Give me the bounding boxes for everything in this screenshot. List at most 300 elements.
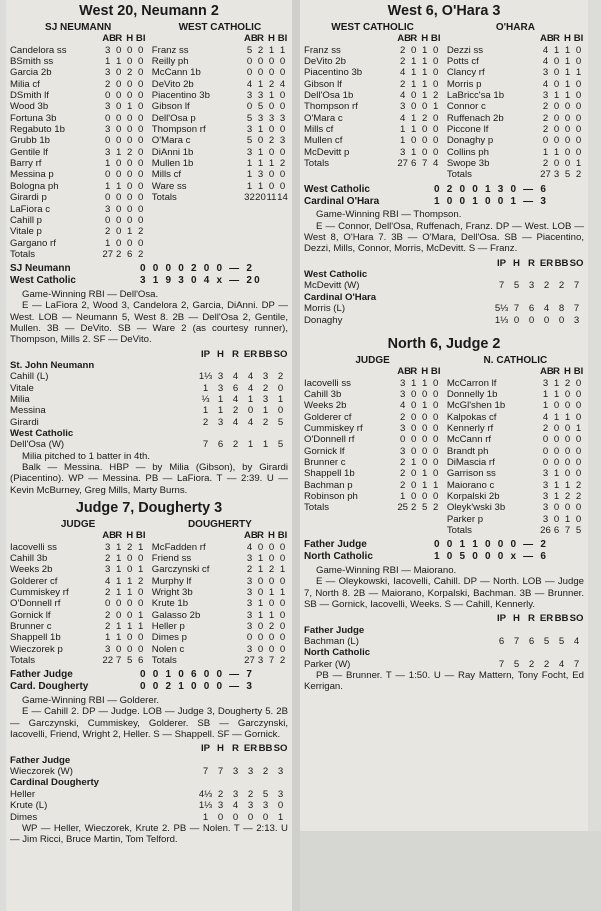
player-row [152, 147, 288, 158]
player-stat: 1 [575, 67, 582, 79]
player-stat: 0 [116, 112, 122, 124]
player-row [447, 158, 584, 169]
pitching-column-header: IP [496, 257, 507, 269]
stat-column-header: BI [573, 33, 584, 45]
stat-column-header: AB [102, 530, 117, 542]
player-name: Iacovelli ss [10, 541, 57, 553]
player-stat: 3 [105, 643, 111, 655]
player-stat: 2 [564, 490, 571, 502]
player-stat: 0 [411, 90, 417, 102]
pitching-column-header: H [217, 743, 224, 755]
totals-stat: 2 [138, 248, 144, 260]
game-headline: West 6, O'Hara 3 [387, 3, 501, 19]
player-stat: 1 [105, 632, 111, 644]
left-column [6, 0, 292, 911]
pitcher-stat: 4 [232, 371, 239, 383]
pitcher-stat: 5 [277, 439, 284, 451]
totals-stat: 11 [266, 192, 277, 204]
player-name: Franz ss [151, 44, 189, 56]
player-stat: 0 [105, 112, 111, 124]
stat-column-header: H [268, 33, 275, 45]
player-stat: 4 [400, 400, 406, 412]
totals-stat: 25 [397, 502, 409, 514]
pitcher-name: Morris (L) [304, 303, 346, 315]
pitching-column-header: R [232, 348, 239, 360]
pitcher-stat: 2 [232, 405, 239, 417]
player-stat: 3 [400, 146, 406, 158]
player-row [447, 378, 584, 389]
player-stat: 4 [246, 78, 253, 90]
team-name: N. CATHOLIC [483, 354, 548, 366]
player-stat: 3 [542, 479, 549, 491]
player-name: Donnelly 1b [446, 388, 498, 400]
player-name: Gornick lf [10, 609, 51, 621]
stat-header [10, 33, 146, 44]
pitcher-stat: 0 [277, 382, 284, 394]
player-stat: 0 [575, 146, 582, 158]
player-stat: 0 [138, 67, 144, 79]
game-note: Game-Winning RBI — Maiorano. [316, 564, 457, 576]
player-row [152, 169, 288, 180]
player-stat: 0 [127, 90, 133, 102]
pitcher-stat: 5⅓ [494, 303, 509, 315]
totals-stat: 27 [244, 655, 255, 667]
player-stat: 0 [411, 490, 417, 502]
player-row [152, 610, 288, 621]
player-stat: 0 [422, 490, 428, 502]
pitcher-name: Parker (W) [304, 658, 351, 670]
player-stat: 0 [411, 44, 417, 56]
pitcher-name: Dimes [10, 811, 38, 823]
player-stat: 4 [542, 78, 549, 90]
pitcher-stat: 2 [262, 416, 269, 428]
player-name: Murphy lf [151, 575, 192, 587]
pitcher-stat: 0 [528, 314, 535, 326]
pitcher-stat: 3 [247, 766, 254, 778]
player-stat: 0 [422, 135, 428, 147]
player-name: BSmith ss [10, 56, 54, 68]
player-row [152, 632, 288, 643]
player-stat: 3 [246, 587, 253, 599]
player-stat: 0 [279, 575, 286, 587]
line-score-team: North Catholic [304, 551, 373, 563]
player-stat: 0 [116, 44, 122, 56]
player-name: Vitale p [10, 226, 42, 238]
player-stat: 2 [105, 226, 111, 238]
pitching-note: PB — Brunner. T — 1:50. U — Ray Mattern, Tony Focht, Ed Kerrigan. [304, 670, 584, 693]
pitching-column-header: BB [258, 348, 273, 360]
stat-column-header: R [553, 33, 560, 45]
player-stat: 0 [433, 112, 439, 124]
pitcher-stat: 3 [247, 800, 254, 812]
player-stat: 0 [116, 135, 122, 147]
stat-column-header: R [553, 366, 560, 378]
stat-column-header: AB [540, 33, 554, 45]
player-stat: 0 [127, 78, 133, 90]
totals-row [10, 655, 146, 666]
player-stat: 2 [268, 564, 275, 576]
player-stat: 2 [564, 377, 571, 389]
player-stat: 0 [553, 422, 560, 434]
player-row [304, 56, 441, 67]
team-batting [447, 22, 584, 181]
player-row [10, 56, 146, 67]
player-name: DiMascia rf [446, 456, 495, 468]
player-stat: 0 [433, 44, 439, 56]
stat-header [304, 33, 441, 44]
pitching-team: West Catholic [304, 269, 368, 281]
player-row [152, 598, 288, 609]
stat-column-header: R [115, 33, 123, 45]
box-score [304, 22, 584, 181]
player-stat: 1 [257, 146, 264, 158]
player-stat: 3 [246, 598, 253, 610]
line-score-runs: 0 2 0 0 1 3 0 — 6 [434, 183, 549, 195]
player-stat: 2 [400, 56, 406, 68]
player-row [304, 400, 441, 411]
pitching-column-header: SO [569, 257, 584, 269]
pitching-header [10, 743, 288, 754]
team-name: JUDGE [355, 354, 390, 366]
player-stat: 4 [246, 541, 253, 553]
player-stat: 1 [422, 468, 428, 480]
player-row [10, 113, 146, 124]
player-stat: 1 [116, 56, 122, 68]
player-row [304, 90, 441, 101]
player-row [10, 158, 146, 169]
player-stat: 0 [138, 643, 144, 655]
player-stat: 0 [564, 158, 571, 170]
player-stat: 3 [257, 112, 264, 124]
player-stat: 1 [257, 609, 264, 621]
line-score-runs: 0 0 1 0 6 0 0 — 7 [140, 669, 255, 681]
player-stat: 4 [542, 411, 549, 423]
pitcher-name: Dell'Osa (W) [10, 439, 65, 451]
player-stat: 0 [268, 56, 275, 68]
stat-column-header: H [126, 530, 134, 542]
player-row [304, 434, 441, 445]
player-row [304, 423, 441, 434]
pitcher-stat: 7 [513, 636, 520, 647]
player-stat: 0 [257, 541, 264, 553]
pitcher-stat: 1 [277, 811, 284, 823]
stat-header [10, 530, 146, 541]
player-stat: 3 [542, 377, 549, 389]
line-score [304, 539, 584, 563]
player-stat: 3 [105, 146, 111, 158]
player-row [447, 67, 584, 78]
player-row [10, 90, 146, 101]
player-stat: 2 [105, 78, 111, 90]
pitching-column-header: H [513, 613, 520, 625]
player-stat: 0 [279, 180, 286, 192]
player-stat: 1 [246, 158, 253, 170]
player-stat: 0 [575, 78, 582, 90]
totals-stat: 22 [102, 655, 114, 667]
player-stat: 2 [127, 146, 133, 158]
pitcher-stat: 3 [217, 416, 224, 428]
player-stat: 1 [138, 541, 144, 553]
player-name: McGl'shen 1b [446, 400, 506, 412]
player-row [447, 147, 584, 158]
team-batting [10, 519, 146, 666]
pitcher-stat: 8 [558, 303, 565, 315]
pitcher-stat: 4 [232, 416, 239, 428]
stat-column-header: AB [102, 33, 117, 45]
player-stat: 0 [433, 124, 439, 136]
team-name: WEST CATHOLIC [178, 22, 262, 33]
player-stat: 0 [422, 456, 428, 468]
player-stat: 0 [116, 158, 122, 170]
player-stat: 0 [564, 101, 571, 113]
player-stat: 1 [422, 67, 428, 79]
player-name: Gibson lf [151, 101, 190, 113]
player-name: DiAnni 1b [151, 146, 194, 158]
line-score-team: West Catholic [10, 275, 76, 287]
player-stat: 1 [422, 377, 428, 389]
player-stat: 0 [279, 124, 286, 136]
pitcher-stat: 7 [202, 766, 209, 778]
player-row [10, 226, 146, 237]
pitching-summary [10, 349, 288, 496]
player-row [10, 169, 146, 180]
player-stat: 0 [411, 468, 417, 480]
player-stat: 0 [138, 112, 144, 124]
team-name: WEST CATHOLIC [331, 22, 414, 33]
pitcher-stat: 6 [217, 439, 224, 451]
pitcher-stat: 2 [543, 280, 550, 292]
player-stat: 0 [433, 135, 439, 147]
player-row [447, 468, 584, 479]
player-stat: 1 [564, 67, 571, 79]
player-stat: 1 [127, 101, 133, 113]
player-stat: 3 [400, 388, 406, 400]
player-stat: 0 [138, 632, 144, 644]
player-stat: 0 [279, 146, 286, 158]
pitcher-stat: ⅓ [201, 393, 210, 405]
totals-stat: 4 [433, 158, 439, 170]
player-row [304, 457, 441, 468]
stat-column-header: H [421, 366, 429, 378]
pitcher-stat: 3 [262, 393, 269, 405]
player-stat: 0 [257, 56, 264, 68]
totals-label: Totals [304, 502, 330, 514]
player-stat: 2 [400, 44, 406, 56]
line-score-team: Father Judge [10, 669, 73, 681]
game-notes [304, 209, 584, 254]
player-row [10, 215, 146, 226]
player-stat: 1 [575, 158, 582, 170]
player-name: Brandt ph [446, 445, 489, 457]
player-stat: 3 [105, 44, 111, 56]
game-box [304, 3, 584, 326]
game-headline: Judge 7, Dougherty 3 [75, 500, 223, 516]
game-note: E — Oleykowski, Iacovelli, Cahill. DP — North. LOB — Judge 7, North 8. 2B — Maiorano, Korpalski, Bachman. 3B — Brunner. SB — Gornick, Iacovelli, Weeks. S — Cahill, Kennerly. [304, 576, 584, 610]
player-stat: 0 [268, 643, 275, 655]
player-row [10, 181, 146, 192]
game-box [304, 336, 584, 693]
stat-column-header: BI [573, 366, 584, 378]
pitching-column-header: IP [200, 348, 211, 360]
totals-row [447, 169, 584, 180]
pitcher-name: Cahill (L) [10, 371, 49, 383]
totals-label: Totals [10, 655, 36, 667]
totals-label: Totals [10, 248, 36, 260]
pitcher-name: Milia [10, 393, 30, 405]
player-stat: 5 [246, 112, 253, 124]
player-stat: 0 [411, 135, 417, 147]
player-name: Wright 3b [151, 587, 193, 599]
page-margin [300, 831, 601, 911]
pitching-column-header: ER [539, 613, 554, 625]
player-stat: 0 [553, 56, 560, 68]
pitcher-stat: 1 [217, 393, 224, 405]
box-score [304, 355, 584, 537]
totals-stat: 14 [277, 192, 288, 204]
player-stat: 0 [116, 67, 122, 79]
player-stat: 0 [127, 124, 133, 136]
player-name: Collins ph [446, 146, 489, 158]
player-stat: 0 [575, 502, 582, 514]
player-row [304, 101, 441, 112]
player-stat: 1 [553, 90, 560, 102]
player-stat: 0 [127, 56, 133, 68]
player-row [447, 434, 584, 445]
player-name: Weeks 2b [304, 400, 347, 412]
player-stat: 1 [564, 56, 571, 68]
player-stat: 0 [268, 101, 275, 113]
player-stat: 0 [127, 609, 133, 621]
pitcher-stat: 2 [262, 382, 269, 394]
player-name: Regabuto 1b [10, 124, 65, 136]
player-name: Piacentino 3b [151, 90, 210, 102]
player-stat: 1 [138, 564, 144, 576]
player-row [152, 644, 288, 655]
stat-column-header: BI [430, 366, 441, 378]
player-stat: 2 [268, 621, 275, 633]
game-notes [304, 565, 584, 610]
pitching-team: Father Judge [10, 754, 71, 766]
player-stat: 0 [400, 434, 406, 446]
totals-stat: 6 [138, 655, 144, 667]
player-stat: 1 [564, 513, 571, 525]
pitcher-stat: 4 [247, 382, 254, 394]
totals-stat: 2 [575, 169, 582, 181]
player-stat: 1 [138, 609, 144, 621]
player-stat: 0 [575, 56, 582, 68]
totals-stat: 3 [257, 655, 264, 667]
pitcher-stat: 1 [202, 811, 209, 823]
player-stat: 4 [279, 78, 286, 90]
player-name: O'Donnell rf [304, 434, 355, 446]
player-name: LaBricc'sa 1b [446, 90, 505, 102]
stat-column-header: R [410, 366, 418, 378]
player-stat: 0 [564, 135, 571, 147]
stat-column-header: R [115, 530, 123, 542]
pitching-column-header: IP [200, 743, 211, 755]
player-stat: 3 [246, 90, 253, 102]
pitching-header [304, 613, 584, 624]
player-row [152, 56, 288, 67]
player-row [447, 389, 584, 400]
player-stat: 0 [411, 101, 417, 113]
player-row [10, 147, 146, 158]
player-stat: 2 [575, 479, 582, 491]
player-row [304, 79, 441, 90]
player-name: DeVito 2b [151, 78, 194, 90]
player-stat: 0 [116, 78, 122, 90]
stat-header [447, 33, 584, 44]
player-stat: 3 [105, 124, 111, 136]
pitching-team: Cardinal O'Hara [304, 291, 377, 303]
game-note: E — Connor, Dell'Osa, Ruffenach, Franz. DP — West. LOB — West 8, O'Hara 7. 3B — O'Mara, Dell'Osa. SB — Piacentino, Dezzi, Mills, Connor, Morris, McDevitt. S — Franz. [304, 220, 584, 255]
player-stat: 0 [116, 101, 122, 113]
player-name: Bologna ph [10, 180, 59, 192]
player-stat: 0 [575, 112, 582, 124]
team-batting [152, 519, 288, 666]
player-stat: 1 [246, 169, 253, 181]
totals-stat: 7 [564, 525, 571, 536]
pitcher-name: Bachman (L) [304, 636, 359, 647]
player-name: Dell'Osa 1b [304, 90, 354, 102]
line-score-row [10, 681, 288, 693]
player-row [10, 204, 146, 215]
player-stat: 0 [138, 180, 144, 192]
pitcher-stat: 7 [573, 658, 580, 670]
player-stat: 1 [279, 587, 286, 599]
pitcher-stat: 4 [247, 371, 254, 383]
pitcher-stat: 3 [232, 788, 239, 800]
pitcher-stat: 2 [543, 658, 550, 670]
player-stat: 0 [268, 180, 275, 192]
pitching-column-header: SO [273, 743, 288, 755]
player-stat: 3 [246, 124, 253, 136]
player-name: Piacentino 3b [304, 67, 363, 79]
player-stat: 0 [268, 632, 275, 644]
pitcher-stat: 1 [262, 439, 269, 451]
player-stat: 3 [542, 67, 549, 79]
player-row [10, 45, 146, 56]
player-stat: 0 [575, 445, 582, 457]
player-stat: 3 [246, 553, 253, 565]
player-stat: 0 [553, 135, 560, 147]
player-row [304, 412, 441, 423]
totals-row [152, 192, 288, 203]
player-stat: 0 [422, 146, 428, 158]
pitcher-stat: 0 [217, 811, 224, 823]
player-stat: 0 [138, 78, 144, 90]
line-score-runs: 0 0 2 1 0 0 0 — 3 [140, 681, 255, 693]
player-stat: 2 [138, 575, 144, 587]
player-stat: 0 [138, 214, 144, 226]
player-name: McFadden rf [151, 541, 206, 553]
pitcher-stat: 2 [528, 658, 535, 670]
player-stat: 1 [553, 377, 560, 389]
player-stat: 0 [138, 146, 144, 158]
player-row [152, 621, 288, 632]
player-stat: 2 [542, 158, 549, 170]
player-stat: 0 [138, 169, 144, 181]
player-stat: 0 [127, 214, 133, 226]
player-row [10, 564, 146, 575]
player-stat: 1 [411, 124, 417, 136]
player-stat: 0 [116, 237, 122, 249]
player-stat: 0 [105, 90, 111, 102]
player-stat: 0 [257, 587, 264, 599]
player-stat: 1 [268, 587, 275, 599]
player-name: Mullen cf [304, 135, 343, 147]
stat-header [152, 33, 288, 44]
